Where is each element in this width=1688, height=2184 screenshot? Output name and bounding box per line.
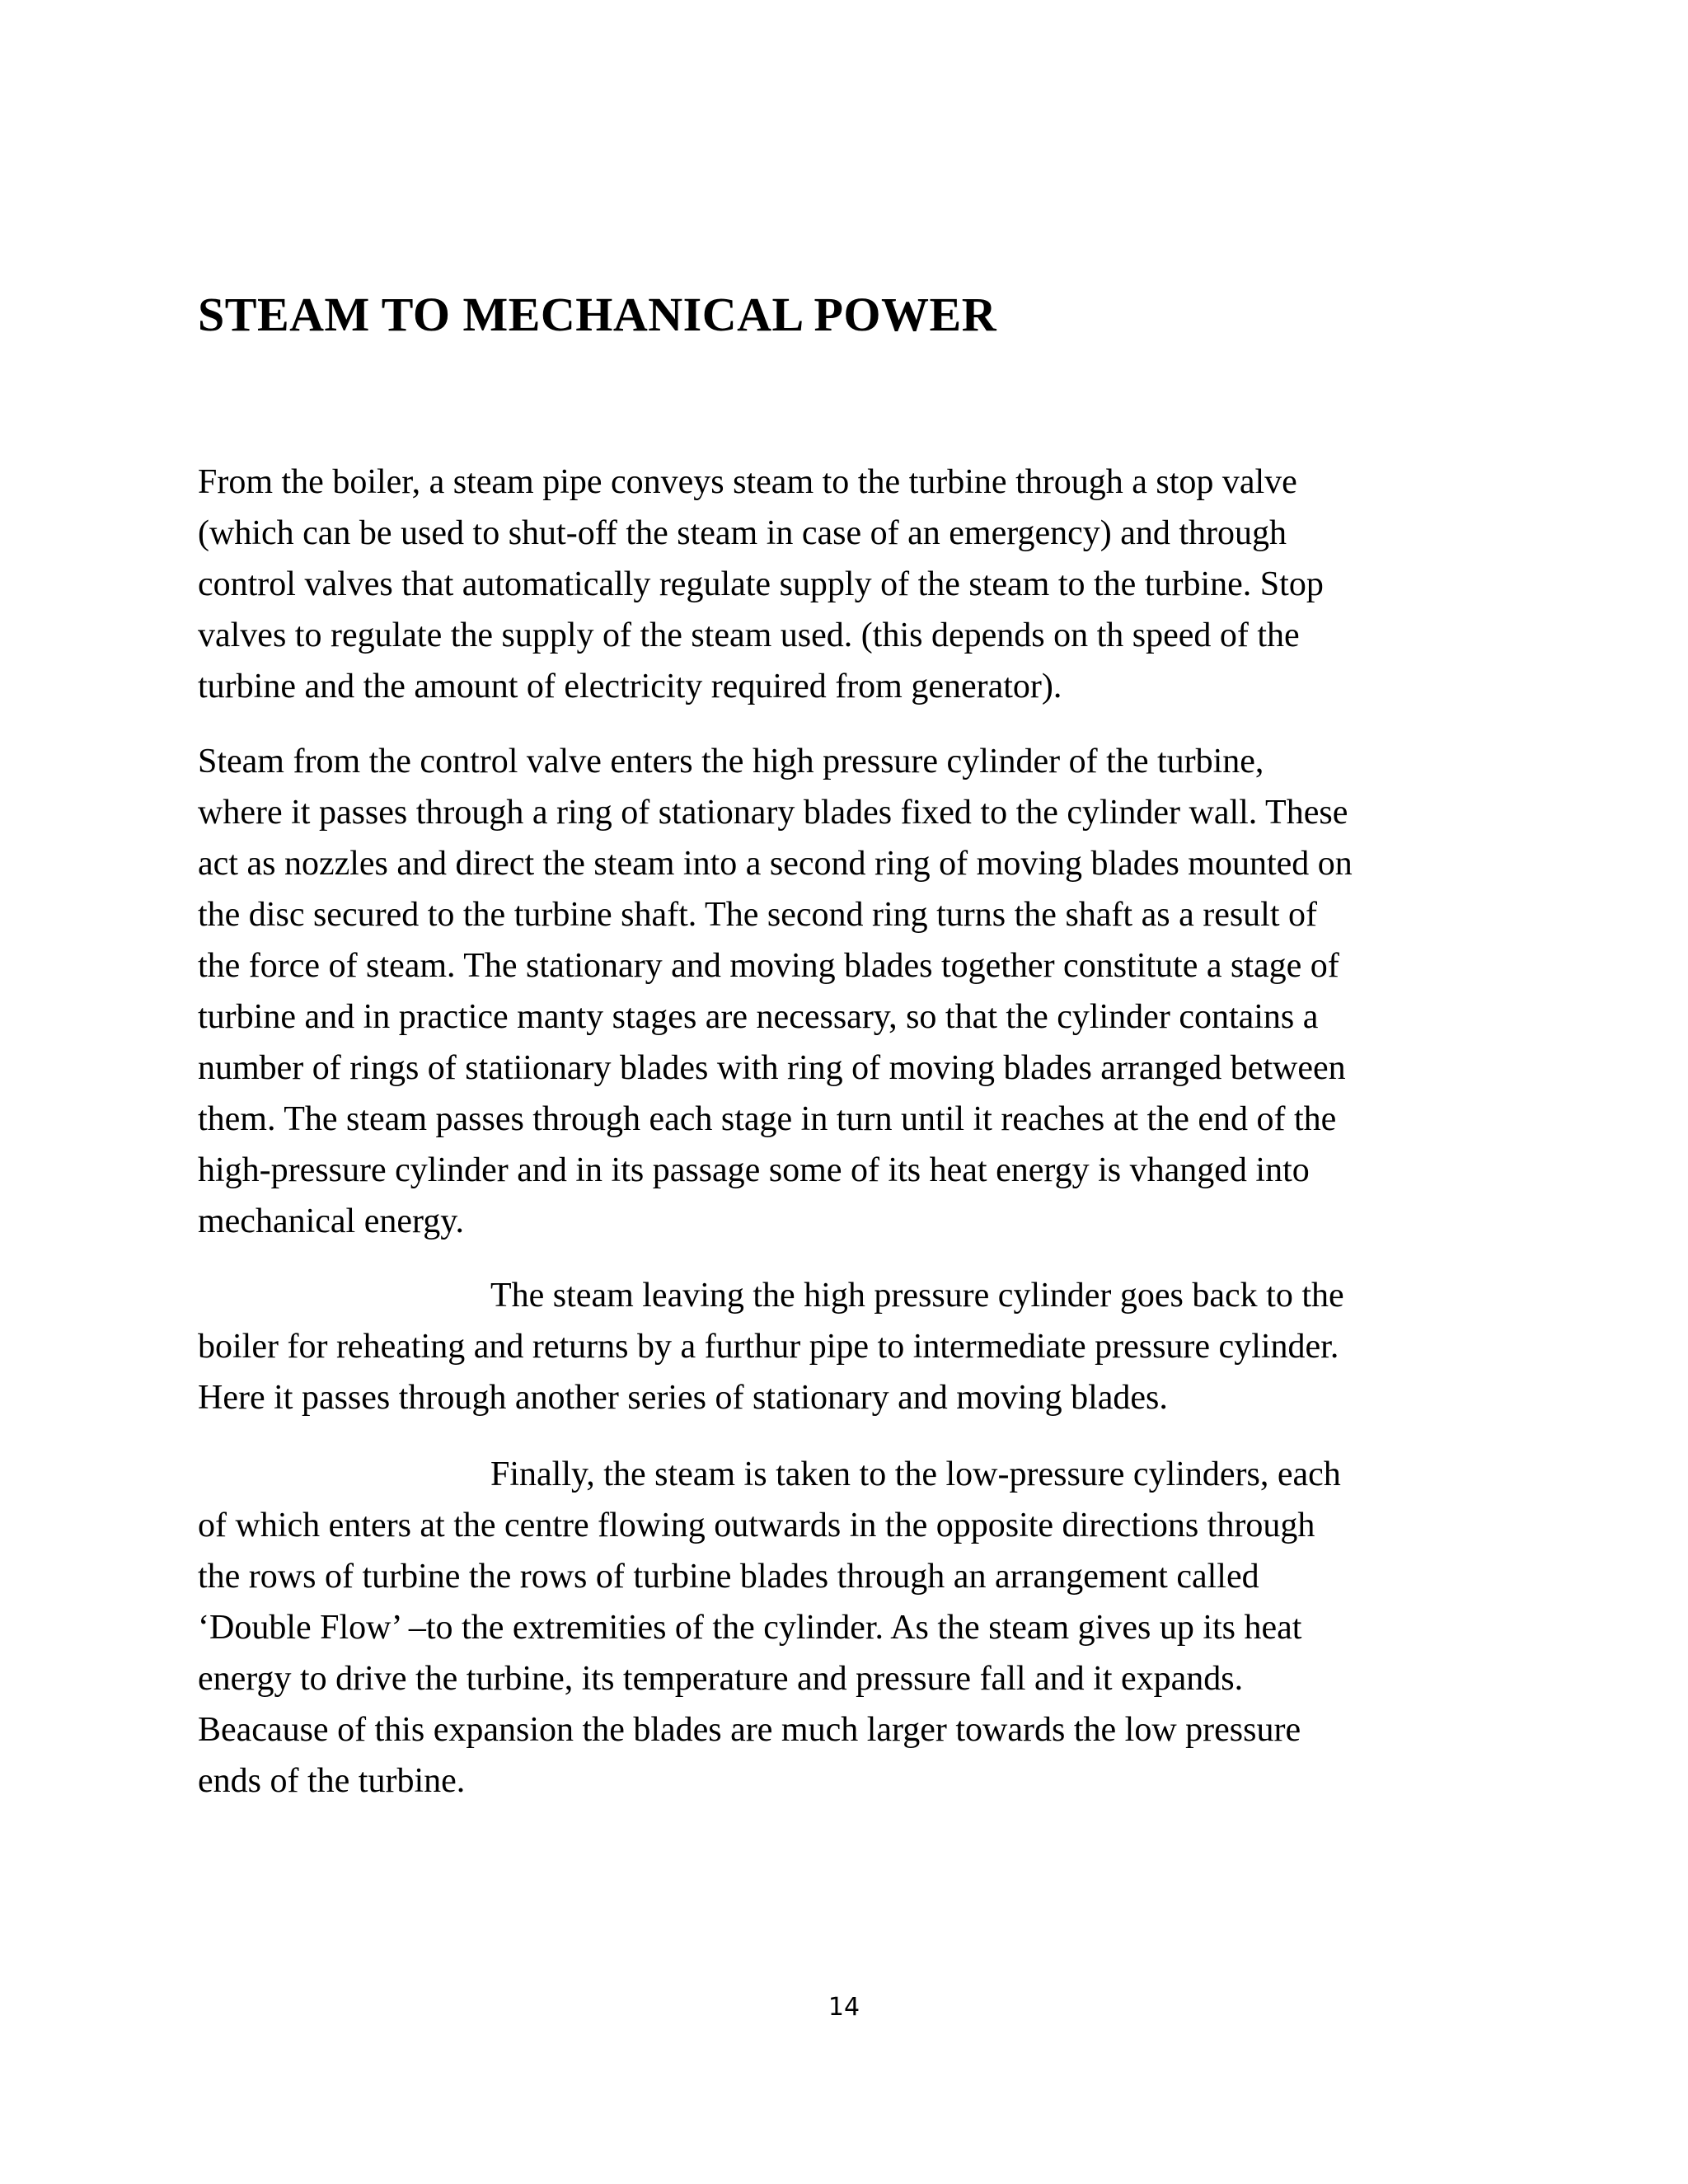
text-line: the rows of turbine the rows of turbine blades through an arrangement called <box>198 1558 1259 1596</box>
text-line: boiler for reheating and returns by a furthur pipe to intermediate pressure cylinder. <box>198 1328 1339 1366</box>
paragraph-high-pressure-cylinder <box>198 736 1500 1247</box>
text-line: Beacause of this expansion the blades are much larger towards the low pressure <box>198 1711 1301 1749</box>
text-line: mechanical energy. <box>198 1202 464 1240</box>
text-line: of which enters at the centre flowing outwards in the opposite directions through <box>198 1507 1315 1544</box>
text-line: control valves that automatically regulate supply of the steam to the turbine. Stop <box>198 565 1324 603</box>
page-title: STEAM TO MECHANICAL POWER <box>198 288 997 341</box>
text-line: high-pressure cylinder and in its passage some of its heat energy is vhanged into <box>198 1151 1310 1189</box>
paragraph-reheating <box>198 1270 1500 1423</box>
text-line: number of rings of statiionary blades with ring of moving blades arranged between <box>198 1049 1346 1087</box>
text-line: act as nozzles and direct the steam into a second ring of moving blades mounted on <box>198 845 1353 883</box>
text-line: the force of steam. The stationary and moving blades together constitute a stage of <box>198 947 1339 985</box>
text-line: the disc secured to the turbine shaft. The second ring turns the shaft as a result of <box>198 896 1318 934</box>
text-line: turbine and the amount of electricity required from generator). <box>198 668 1062 705</box>
paragraph-low-pressure-cylinders <box>198 1449 1500 1807</box>
text-line: The steam leaving the high pressure cylinder goes back to the <box>490 1277 1344 1315</box>
page-number: 14 <box>828 1993 860 2022</box>
text-line: Steam from the control valve enters the high pressure cylinder of the turbine, <box>198 743 1264 780</box>
text-line: (which can be used to shut-off the steam in case of an emergency) and through <box>198 514 1287 552</box>
text-line: energy to drive the turbine, its temperature and pressure fall and it expands. <box>198 1660 1244 1698</box>
text-line: ends of the turbine. <box>198 1762 466 1800</box>
text-line: them. The steam passes through each stage in turn until it reaches at the end of the <box>198 1100 1337 1138</box>
text-line: Here it passes through another series of stationary and moving blades. <box>198 1379 1168 1417</box>
text-line: where it passes through a ring of stationary blades fixed to the cylinder wall. These <box>198 794 1348 832</box>
text-line: ‘Double Flow’ –to the extremities of the cylinder. As the steam gives up its heat <box>198 1609 1302 1647</box>
text-line: Finally, the steam is taken to the low-pressure cylinders, each <box>490 1455 1341 1493</box>
text-line: turbine and in practice manty stages are necessary, so that the cylinder contains a <box>198 998 1319 1036</box>
paragraph-boiler-steam-pipe <box>198 457 1500 712</box>
text-line: From the boiler, a steam pipe conveys steam to the turbine through a stop valve <box>198 463 1297 501</box>
text-line: valves to regulate the supply of the steam used. (this depends on th speed of the <box>198 616 1300 654</box>
